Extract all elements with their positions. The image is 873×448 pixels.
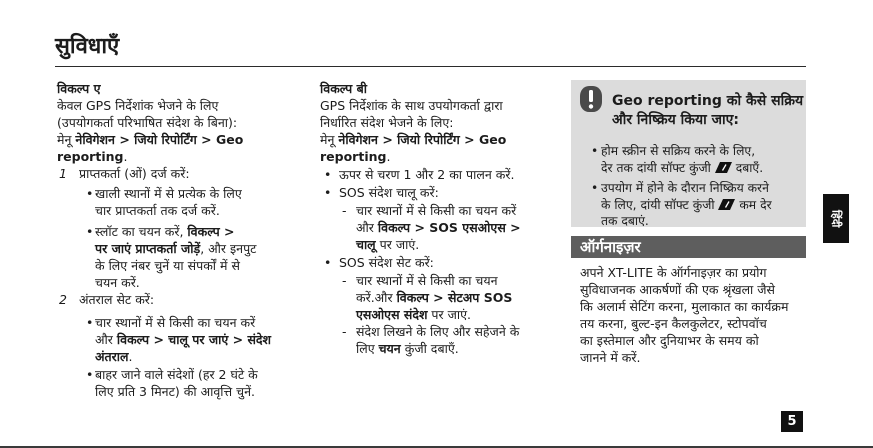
sub-list-item bbox=[320, 202, 560, 253]
list-item bbox=[57, 314, 312, 365]
menu-option: विकल्प > SOS एसओएस > bbox=[377, 220, 521, 235]
text-run: और bbox=[95, 332, 117, 347]
text-run: करें.और bbox=[356, 290, 397, 305]
organizer-body bbox=[580, 264, 808, 366]
list-item-line bbox=[356, 306, 560, 323]
list-item-line bbox=[95, 240, 312, 257]
paragraph-line: जानने में करें. bbox=[580, 350, 641, 365]
menu-path: नेविगेशन > जियो रिपोर्टिंग > Geo bbox=[338, 132, 507, 147]
menu-period: . bbox=[386, 149, 391, 164]
list-item-line bbox=[356, 340, 560, 357]
step-number: 2 bbox=[59, 292, 67, 307]
option-a-menu-path bbox=[57, 131, 312, 148]
menu-option: पर जाएं प्राप्तकर्ता जोड़ें bbox=[95, 241, 201, 256]
list-item-line: • चार स्थानों में से किसी का चयन करें bbox=[95, 315, 256, 330]
text-run: देर तक दांयी सॉफ्ट कुंजी bbox=[601, 160, 715, 175]
menu-option: विकल्प > चालू पर जाएं > संदेश bbox=[116, 332, 272, 347]
organizer-heading: ऑर्गनाइज़र bbox=[571, 236, 806, 258]
list-item-line: • SOS संदेश चालू करें: bbox=[339, 185, 439, 200]
option-b-heading: विकल्प बी bbox=[320, 81, 367, 96]
list-item bbox=[57, 223, 312, 291]
step-text: अंतराल सेट करें: bbox=[79, 292, 155, 307]
step-text: प्राप्तकर्ता (ओं) दर्ज करें: bbox=[79, 166, 190, 181]
list-item-line bbox=[601, 197, 806, 214]
list-item-line: • ऊपर से चरण 1 और 2 का पालन करें. bbox=[339, 167, 515, 182]
text-run: कम देर bbox=[735, 197, 772, 212]
key-name: चयन bbox=[378, 341, 401, 356]
list-item bbox=[320, 184, 560, 201]
menu-option: विकल्प > bbox=[187, 224, 235, 239]
option-a-intro-line: (उपयोगकर्ता परिभाषित संदेश के बिना): bbox=[57, 115, 238, 130]
list-item-line: - चार स्थानों में से किसी का चयन करें bbox=[356, 203, 517, 218]
list-item-line: • होम स्क्रीन से सक्रिय करने के लिए, bbox=[601, 144, 756, 158]
text-run: और bbox=[356, 220, 378, 235]
option-a-section bbox=[57, 80, 312, 400]
callout-list bbox=[571, 143, 806, 230]
list-item-line: • SOS संदेश सेट करें: bbox=[339, 255, 434, 270]
list-item-line bbox=[356, 219, 560, 236]
text-run: पर जाएं. bbox=[427, 307, 472, 322]
text-run: पर जाएं. bbox=[375, 237, 420, 252]
geo-reporting-callout bbox=[571, 80, 806, 227]
list-item-line: - संदेश लिखने के लिए और सहेजने के bbox=[356, 324, 520, 339]
list-item bbox=[320, 166, 560, 183]
step-number: 1 bbox=[59, 166, 67, 181]
option-b-menu-path bbox=[320, 131, 560, 148]
option-a-intro-line: केवल GPS निर्देशांक भेजने के लिए bbox=[57, 98, 219, 113]
list-item bbox=[571, 180, 806, 230]
exclamation-icon bbox=[580, 86, 602, 112]
right-softkey-icon bbox=[715, 162, 732, 173]
sub-list-item bbox=[320, 323, 560, 357]
list-item bbox=[320, 254, 560, 271]
list-item-line: लिए प्रति 3 मिनट) की आवृत्ति चुनें. bbox=[95, 384, 256, 399]
page-title: सुविधाएँ bbox=[55, 34, 120, 59]
paragraph-line: का इस्तेमाल और दुनियाभर के समय को bbox=[580, 333, 759, 348]
menu-path-end: reporting bbox=[57, 149, 124, 164]
list-item-line: • उपयोग में होने के दौरान निष्क्रिय करने bbox=[601, 181, 769, 195]
text-run: दबाएँ. bbox=[731, 160, 764, 175]
list-item-line: चार प्राप्तकर्ता तक दर्ज करें. bbox=[95, 203, 220, 218]
option-a-heading: विकल्प ए bbox=[57, 81, 101, 96]
menu-option: विकल्प > सेटअप SOS bbox=[396, 290, 513, 305]
menu-option: अंतराल bbox=[95, 349, 129, 364]
callout-title-line: और निष्क्रिय किया जाए: bbox=[612, 112, 739, 128]
menu-period: . bbox=[123, 149, 128, 164]
list-item-line: • खाली स्थानों में से प्रत्येक के लिए bbox=[95, 186, 242, 201]
list-item-line: तक दबाएं. bbox=[601, 214, 649, 228]
callout-title-line: Geo reporting को कैसे सक्रिय bbox=[612, 93, 804, 109]
option-b-menu-path-end bbox=[320, 148, 560, 165]
paragraph-line: कि अलार्म सेटिंग करना, मुलाकात का कार्यक्रम bbox=[580, 299, 789, 314]
list-item bbox=[571, 143, 806, 176]
language-tab: हिंदी bbox=[823, 194, 849, 243]
callout-title bbox=[612, 92, 803, 130]
text-run: . bbox=[128, 349, 133, 364]
text-run: के लिए, दांयी सॉफ्ट कुंजी bbox=[601, 197, 719, 212]
list-item-line: • बाहर जाने वाले संदेशों (हर 2 घंटे के bbox=[95, 367, 258, 382]
list-item-line: - चार स्थानों में से किसी का चयन bbox=[356, 273, 498, 288]
list-item-line: के लिए नंबर चुनें या संपर्कों में से bbox=[95, 258, 240, 273]
text-run: , और इनपुट bbox=[200, 241, 257, 256]
step-1 bbox=[57, 165, 312, 182]
menu-option: चालू bbox=[356, 237, 376, 252]
step-2 bbox=[57, 291, 312, 308]
page-number: 5 bbox=[781, 411, 803, 432]
list-item-line bbox=[356, 289, 560, 306]
paragraph-line: तय करना, बुल्ट-इन कैलकुलेटर, स्टोपवॉच bbox=[580, 316, 767, 331]
option-b-intro-line: GPS निर्देशांक के साथ उपयोगकर्ता द्वारा bbox=[320, 98, 503, 113]
text-run: स्लॉट का चयन करें, bbox=[95, 224, 188, 239]
list-item-line: चयन करें. bbox=[95, 275, 140, 290]
list-item-line bbox=[95, 331, 312, 348]
option-b-section bbox=[320, 80, 560, 357]
menu-path: नेविगेशन > जियो रिपोर्टिंग > Geo bbox=[75, 132, 244, 147]
sub-list-item bbox=[320, 272, 560, 323]
list-item-line bbox=[95, 348, 312, 365]
text-run: लिए bbox=[356, 341, 379, 356]
text-run: कुंजी दबाएँ. bbox=[400, 341, 459, 356]
title-divider bbox=[55, 66, 806, 67]
list-item-line bbox=[95, 223, 312, 240]
right-softkey-icon bbox=[718, 199, 735, 210]
menu-prefix: मेनू bbox=[57, 132, 76, 147]
list-item bbox=[57, 185, 312, 219]
paragraph-line: सुविधाजनक आकर्षणों की एक श्रृंखला जैसे bbox=[580, 282, 775, 297]
list-item bbox=[57, 366, 312, 400]
option-a-menu-path-end bbox=[57, 148, 312, 165]
option-b-intro-line: निर्धारित संदेश भेजने के लिए: bbox=[320, 115, 454, 130]
menu-prefix: मेनू bbox=[320, 132, 339, 147]
list-item-line bbox=[356, 236, 560, 253]
menu-option: एसओएस संदेश bbox=[356, 307, 428, 322]
paragraph-line: अपने XT-LITE के ऑर्गनाइज़र का प्रयोग bbox=[580, 265, 767, 280]
list-item-line bbox=[601, 160, 806, 177]
menu-path-end: reporting bbox=[320, 149, 387, 164]
